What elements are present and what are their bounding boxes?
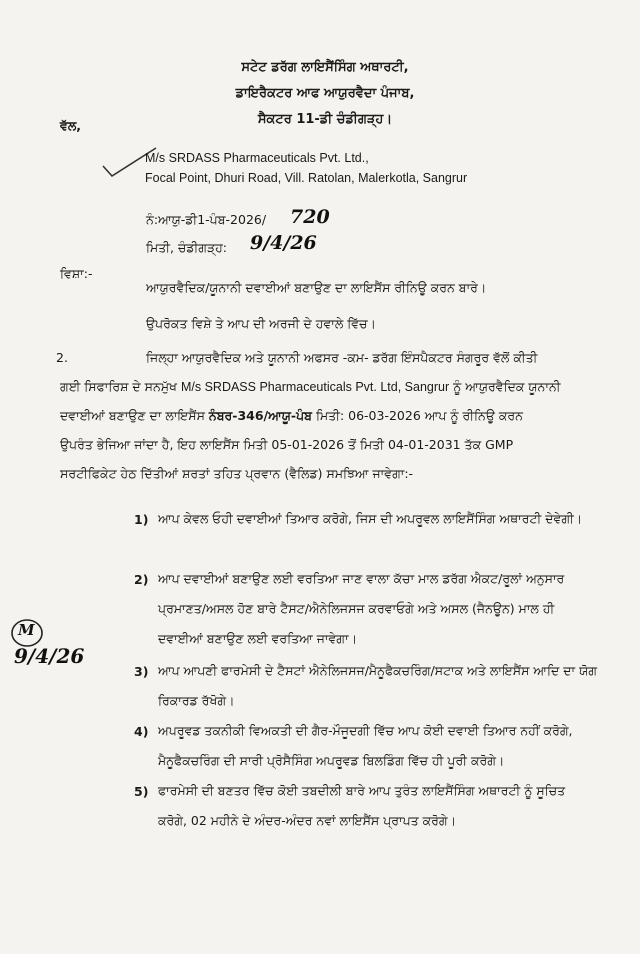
header-line-2: ਡਾਇਰੈਕਟਰ ਆਫ ਆਯੁਰਵੈਦਾ ਪੰਜਾਬ, [235, 86, 415, 101]
date-handwritten: 9/4/26 [250, 232, 317, 254]
condition-3-number: 3) [134, 664, 149, 679]
subject-label: ਵਿਸ਼ਾ:- [60, 266, 93, 281]
para2-company: M/s SRDASS Pharmaceuticals Pvt. Ltd, Sangrur [180, 380, 450, 394]
date-label: ਮਿਤੀ, ਚੰਡੀਗੜ੍ਹ: [146, 240, 228, 255]
condition-4-text: ਅਪਰੂਵਡ ਤਕਨੀਕੀ ਵਿਅਕਤੀ ਦੀ ਗੈਰ-ਮੌਜੂਦਗੀ ਵਿੱਚ ਆਪ ਕੋਈ ਦਵਾਈ ਤਿਆਰ ਨਹੀਂ ਕਰੋਗੇ, ਮੈਨੂਫੈਕਚਰਿੰਗ ਦੀ ਸਾਰੀ ਪ੍ਰੋਸੈਸਿੰਗ ਅਪਰੂਵਡ ਬਿਲਡਿੰਗ ਵਿੱਚ ਹੀ ਪੂਰੀ ਕਰੋਗੇ। [158, 723, 573, 768]
para2-line-3-c: ਮਿਤੀ: 06-03-2026 ਆਪ ਨੂੰ ਰੀਨਿਊ ਕਰਨ [315, 408, 523, 423]
para2-line-3 [60, 408, 523, 424]
condition-5-text: ਫਾਰਮੇਸੀ ਦੀ ਬਣਤਰ ਵਿੱਚ ਕੋਈ ਤਬਦੀਲੀ ਬਾਰੇ ਆਪ ਤੁਰੰਤ ਲਾਇਸੈਂਸਿੰਗ ਅਥਾਰਟੀ ਨੂੰ ਸੂਚਿਤ ਕਰੋਗੇ, 02 ਮਹੀਨੇ ਦੇ ਅੰਦਰ-ਅੰਦਰ ਨਵਾਂ ਲਾਇਸੈਂਸ ਪ੍ਰਾਪਤ ਕਰੋਗੇ। [158, 783, 566, 828]
condition-2-text: ਆਪ ਦਵਾਈਆਂ ਬਣਾਉਣ ਲਈ ਵਰਤਿਆ ਜਾਣ ਵਾਲਾ ਕੱਚਾ ਮਾਲ ਡਰੱਗ ਐਕਟ/ਰੂਲਾਂ ਅਨੁਸਾਰ ਪ੍ਰਮਾਣਤ/ਅਸਲ ਹੋਣ ਬਾਰੇ ਟੈਸਟ/ਐਨੇਲਿਜਸਜ ਕਰਵਾਓਗੇ ਅਤੇ ਅਸਲ (ਜੈਨਊਨ) ਮਾਲ ਹੀ ਦਵਾਈਆਂ ਬਣਾਉਣ ਲਈ ਵਰਤਿਆ ਜਾਵੇਗਾ। [158, 571, 565, 646]
condition-3-text: ਆਪ ਆਪਣੀ ਫਾਰਮੇਸੀ ਦੇ ਟੈਸਟਾਂ ਐਨੇਲਿਜਸਜ/ਮੈਨੂਫੈਕਚਰਿੰਗ/ਸਟਾਕ ਅਤੇ ਲਾਇਸੈਂਸ ਆਦਿ ਦਾ ਯੋਗ ਰਿਕਾਰਡ ਰੱਖੋਗੇ। [158, 663, 597, 708]
para2-line-3-a: ਦਵਾਈਆਂ ਬਣਾਉਣ ਦਾ ਲਾਇਸੈਂਸ [60, 408, 205, 423]
margin-handwritten-note [8, 618, 98, 688]
condition-4-number: 4) [134, 724, 149, 739]
condition-1-text: ਆਪ ਕੇਵਲ ਓਹੀ ਦਵਾਈਆਂ ਤਿਆਰ ਕਰੋਗੇ, ਜਿਸ ਦੀ ਅਪਰੂਵਲ ਲਾਇਸੈਂਸਿੰਗ ਅਥਾਰਟੀ ਦੇਵੇਗੀ। [158, 511, 583, 526]
intro-line: ਉਪਰੋਕਤ ਵਿਸ਼ੇ ਤੇ ਆਪ ਦੀ ਅਰਜੀ ਦੇ ਹਵਾਲੇ ਵਿੱਚ। [146, 316, 376, 331]
condition-1-number: 1) [134, 512, 149, 527]
para2-line-2-c: ਨੂੰ ਆਯੁਰਵੈਦਿਕ ਯੂਨਾਨੀ [453, 379, 561, 394]
para2-line-2-a: ਗਈ ਸਿਫਾਰਿਸ਼ ਦੇ ਸਨਮੁੱਖ [60, 379, 177, 394]
para2-line-2 [60, 379, 561, 395]
margin-initial: M [18, 621, 35, 639]
margin-date: 9/4/26 [14, 644, 85, 668]
header-line-1: ਸਟੇਟ ਡਰੱਗ ਲਾਇਸੈਂਸਿੰਗ ਅਥਾਰਟੀ, [241, 60, 409, 75]
header-line-3: ਸੈਕਟਰ 11-ਡੀ ਚੰਡੀਗੜ੍ਹ। [257, 112, 393, 127]
para2-line-1: ਜਿਲ੍ਹਾ ਆਯੁਰਵੈਦਿਕ ਅਤੇ ਯੂਨਾਨੀ ਅਫਸਰ -ਕਮ- ਡਰੱਗ ਇੰਸਪੈਕਟਰ ਸੰਗਰੂਰ ਵੱਲੋਂ ਕੀਤੀ [146, 350, 538, 365]
reference-number-handwritten: 720 [290, 206, 330, 228]
reference-number-label: ਨੰ:ਆਯੁ-ਡੀ1-ਪੰਬ-2026/ [146, 212, 267, 227]
addressee-address: Focal Point, Dhuri Road, Vill. Ratolan, Malerkotla, Sangrur [145, 171, 468, 185]
para2-line-5: ਸਰਟੀਫਿਕੇਟ ਹੇਠ ਦਿੱਤੀਆਂ ਸ਼ਰਤਾਂ ਤਹਿਤ ਪ੍ਰਵਾਨ (ਵੈਲਿਡ) ਸਮਝਿਆ ਜਾਵੇਗਾ:- [60, 466, 414, 481]
license-number: ਨੰਬਰ-346/ਆਯੂ-ਪੰਬ [208, 408, 312, 423]
para2-number: 2. [56, 350, 68, 365]
subject-text: ਆਯੁਰਵੈਦਿਕ/ਯੂਨਾਨੀ ਦਵਾਈਆਂ ਬਣਾਉਣ ਦਾ ਲਾਇਸੈਂਸ ਰੀਨਿਊ ਕਰਨ ਬਾਰੇ। [146, 280, 487, 295]
condition-2-number: 2) [134, 572, 149, 587]
condition-5-number: 5) [134, 784, 149, 799]
to-label: ਵੱਲ, [60, 118, 82, 133]
para2-line-4: ਉਪਰੰਤ ਭੇਜਿਆ ਜਾਂਦਾ ਹੈ, ਇਹ ਲਾਇਸੈਂਸ ਮਿਤੀ 05-01-2026 ਤੋਂ ਮਿਤੀ 04-01-2031 ਤੱਕ GMP [60, 437, 514, 452]
addressee-name: M/s SRDASS Pharmaceuticals Pvt. Ltd., [145, 151, 369, 165]
